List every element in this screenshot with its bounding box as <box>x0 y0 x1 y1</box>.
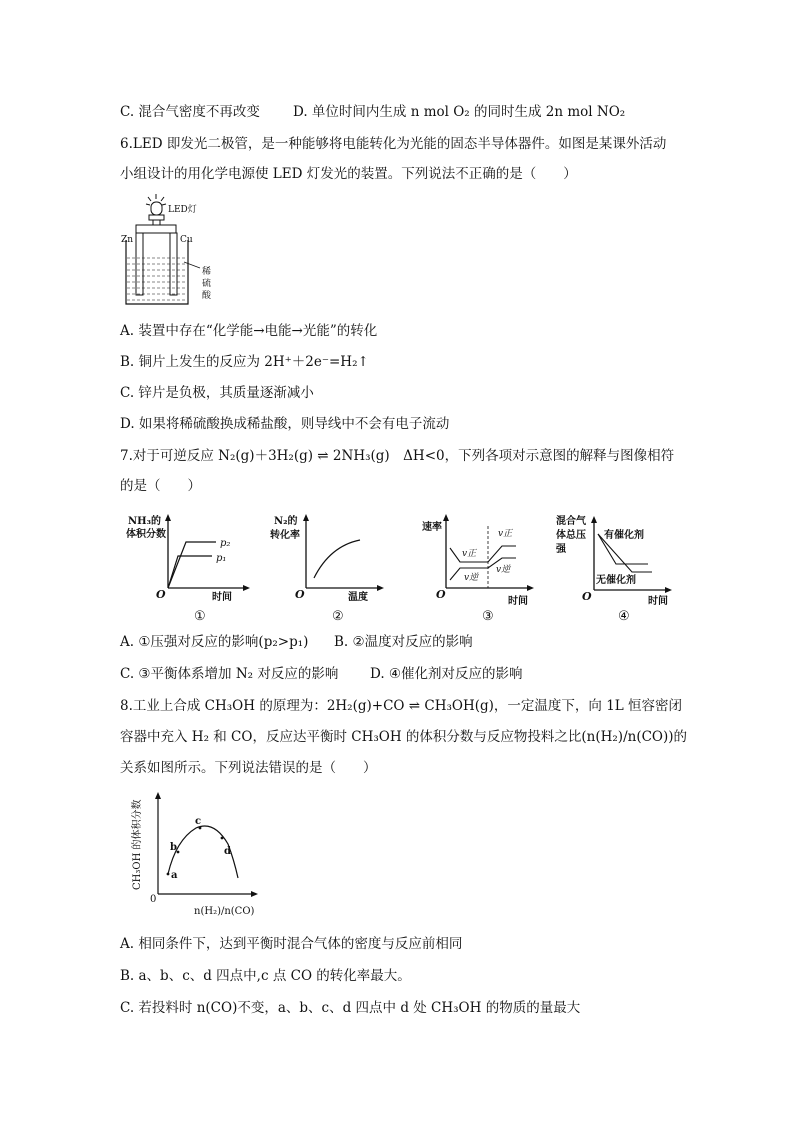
g4-origin: O <box>582 590 592 603</box>
g3-xlabel: 时间 <box>508 596 528 607</box>
q7-graph-2 <box>268 512 388 624</box>
q6-stem-line1: 6.LED 即发光二极管，是一种能够将电能转化为光能的固态半导体器件。如图是某课外活动 <box>120 136 667 152</box>
g4-ylabel-3: 强 <box>556 544 566 555</box>
q7-option-d: D. ④催化剂对反应的影响 <box>370 666 523 682</box>
g1-origin: O <box>156 588 166 601</box>
g3-label-vfwd-1: v正 <box>462 549 477 559</box>
g1-number: ① <box>194 609 206 624</box>
g3-label-vrev-2: v逆 <box>496 565 511 575</box>
g4-xlabel: 时间 <box>648 596 668 607</box>
acid-label-3: 酸 <box>202 291 212 301</box>
g2-ylabel-1: N₂的 <box>274 516 298 527</box>
g1-ylabel-2: 体积分数 <box>126 529 166 540</box>
g1-label-p1: p₁ <box>216 553 227 564</box>
q8-ylabel: CH₃OH 的体积分数 <box>132 799 143 890</box>
g4-ylabel-1: 混合气 <box>556 516 586 527</box>
q8-option-a: A. 相同条件下，达到平衡时混合气体的密度与反应前相同 <box>120 936 463 952</box>
beaker <box>126 240 188 304</box>
g2-curve <box>314 540 360 578</box>
led-label: LED灯 <box>168 205 197 215</box>
cu-label: Cu <box>180 235 193 245</box>
q7-graph-4 <box>556 512 676 624</box>
led-icon <box>146 194 166 220</box>
g2-origin: O <box>295 588 305 601</box>
g4-ylabel-2: 体总压 <box>556 530 586 541</box>
g3-number: ③ <box>482 609 494 624</box>
q8-origin: 0 <box>150 894 157 905</box>
q8-graph <box>128 790 278 920</box>
q6-galvanic-cell-figure <box>118 192 228 310</box>
q6-stem-line2: 小组设计的用化学电源使 LED 灯发光的装置。下列说法不正确的是（ ） <box>120 166 577 182</box>
q8-option-b: B. a、b、c、d 四点中,c 点 CO 的转化率最大。 <box>120 968 411 984</box>
g1-label-p2: p₂ <box>220 538 231 549</box>
zn-label: Zn <box>121 235 134 245</box>
g2-ylabel-2: 转化率 <box>270 530 300 541</box>
q8-point-d: d <box>224 846 231 857</box>
q8-point-b: b <box>170 842 177 853</box>
q7-option-b: B. ②温度对反应的影响 <box>334 634 473 650</box>
q6-option-d: D. 如果将稀硫酸换成稀盐酸，则导线中不会有电子流动 <box>120 416 450 432</box>
q8-point-a: a <box>171 870 178 881</box>
q8-stem-line2: 容器中充入 H₂ 和 CO，反应达平衡时 CH₃OH 的体积分数与反应物投料之比(n(H₂)/n(CO))的 <box>120 729 688 745</box>
g3-label-vfwd-2: v正 <box>498 529 513 539</box>
g1-ylabel-1: NH₃的 <box>128 516 161 527</box>
q7-stem-line1: 7.对于可逆反应 N₂(g)＋3H₂(g) ⇌ 2NH₃(g) ΔH<0，下列各项对示意图的解释与图像相符 <box>120 448 675 464</box>
g2-xlabel: 温度 <box>348 592 368 603</box>
q8-option-c: C. 若投料时 n(CO)不变，a、b、c、d 四点中 d 处 CH₃OH 的物质的量最大 <box>120 1000 581 1016</box>
g4-label-nocatalyst: 无催化剂 <box>596 575 636 586</box>
g1-xlabel: 时间 <box>212 592 232 603</box>
q7-graph-1 <box>124 512 254 624</box>
g3-v-forward <box>450 546 516 562</box>
q6-option-c: C. 锌片是负极，其质量逐渐减小 <box>120 385 314 401</box>
acid-label-1: 稀 <box>202 267 212 277</box>
q6-option-b: B. 铜片上发生的反应为 2H⁺＋2e⁻=H₂↑ <box>120 354 369 370</box>
g4-number: ④ <box>618 609 630 624</box>
q8-xlabel: n(H₂)/n(CO) <box>194 906 255 917</box>
q5-option-c: C. 混合气密度不再改变 <box>120 104 260 120</box>
q8-stem-line1: 8.工业上合成 CH₃OH 的原理为：2H₂(g)+CO ⇌ CH₃OH(g)，一定温度下，向 1L 恒容密闭 <box>120 698 683 714</box>
q7-option-a: A. ①压强对反应的影响(p₂>p₁) <box>120 634 309 650</box>
g2-number: ② <box>332 609 344 624</box>
acid-label-2: 硫 <box>202 279 212 289</box>
q5-option-d: D. 单位时间内生成 n mol O₂ 的同时生成 2n mol NO₂ <box>293 104 626 120</box>
g3-label-vrev-1: v逆 <box>464 573 479 583</box>
g4-label-catalyst: 有催化剂 <box>604 530 644 541</box>
q8-stem-line3: 关系如图所示。下列说法错误的是（ ） <box>120 760 377 776</box>
q8-point-c: c <box>195 816 202 827</box>
g3-ylabel: 速率 <box>422 522 442 533</box>
q7-graph-3 <box>420 512 540 624</box>
g3-origin: O <box>436 588 446 601</box>
q6-option-a: A. 装置中存在“化学能→电能→光能”的转化 <box>120 323 378 339</box>
q7-stem-line2: 的是（ ） <box>120 478 201 494</box>
q7-option-c: C. ③平衡体系增加 N₂ 对反应的影响 <box>120 666 339 682</box>
